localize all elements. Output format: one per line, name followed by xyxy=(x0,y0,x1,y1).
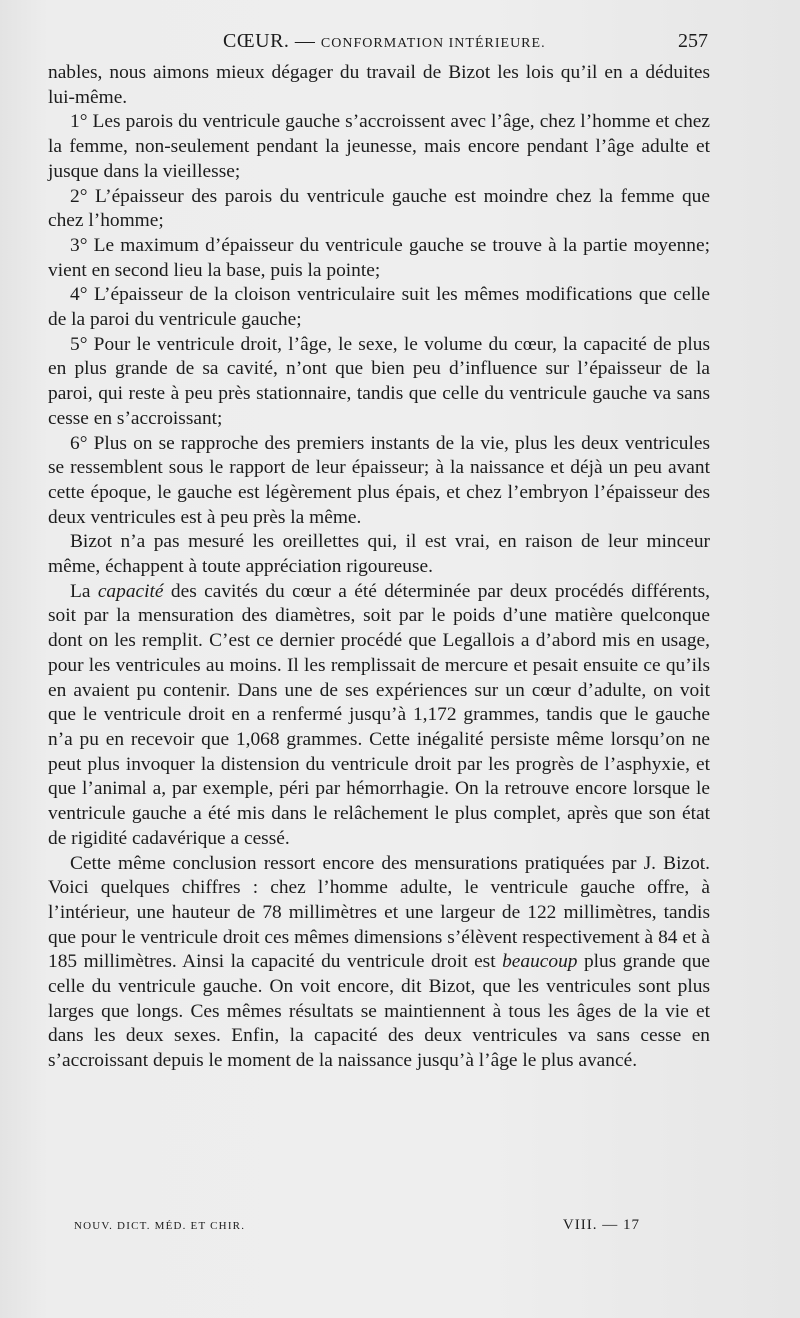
page-number: 257 xyxy=(678,30,708,52)
paragraph-mensurations-start: Cette même conclusion ressort encore des mensurations pratiquées par J. Bizot. Voici quelques chiffres : chez l’homme adulte, le ventricule gauche offre, à l’intérieur, une hauteur de 78 millimètres et une largeur de 122 millimètres, tandis que pour le ventricule droit ces mêmes dimensions s’élèvent respectivement à 84 et à 185 millimètres. Ainsi la capacité du ventricule droit est xyxy=(48,852,710,973)
paragraph-mensurations xyxy=(48,852,710,1074)
paragraph-mensurations-rest: plus grande que celle du ventricule gauche. On voit encore, dit Bizot, que les ventricules sont plus larges que longs. Ces mêmes résultats se maintiennent à tous les âges de la vie et dans les deux sexes. Enfin, la capacité des deux ventricules va sans cesse en s’accroissant depuis le moment de la naissance jusqu’à l’âge le plus avancé. xyxy=(48,951,710,1072)
running-title-sub: CONFORMATION INTÉRIEURE. xyxy=(320,36,546,51)
running-title-main: CŒUR. xyxy=(223,30,290,52)
paragraph-continuation: nables, nous aimons mieux dégager du travail de Bizot les lois qu’il en a déduites lui-même. xyxy=(48,62,710,108)
emphasis-beaucoup: beaucoup xyxy=(502,951,578,973)
emphasis-capacite: capacité xyxy=(97,580,164,602)
page-footer xyxy=(74,1217,640,1237)
paragraph-law-6: 6° Plus on se rapproche des premiers instants de la vie, plus les deux ventricules se ressemblent sous le rapport de leur épaisseur; à la naissance et déjà un peu avant cette époque, le gauche est légèrement plus épais, et chez l’embryon l’épaisseur des deux ventricules est à peu près la même. xyxy=(48,432,710,528)
footer-publication: NOUV. DICT. MÉD. ET CHIR. xyxy=(74,1220,246,1232)
body-text xyxy=(48,61,710,1074)
paragraph-capacite-start: La xyxy=(70,580,98,602)
paragraph-capacite-rest: des cavités du cœur a été déterminée par deux procédés différents, soit par la mensuration des diamètres, soit par le poids d’une matière quelconque dont on les remplit. C’est ce dernier procédé que Legallois a d’abord mis en usage, pour les ventricules au moins. Il les remplissait de mercure et pesait ensuite ce qu’ils en avaient pu contenir. Dans une de ses expériences sur un cœur d’adulte, on voit que le ventricule droit en a renfermé jusqu’à 1,172 grammes, tandis que le gauche n’a pu en recevoir que 1,068 grammes. Cette inégalité persiste même lorsqu’on ne peut plus invoquer la distension du ventricule droit par les progrès de l’asphyxie, et que l’animal a, par exemple, péri par hémorrhagie. On la retrouve encore lorsque le ventricule gauche a été mis dans le relâchement le plus complet, après que son état de rigidité cadavérique a cessé. xyxy=(48,580,710,849)
paragraph-law-2: 2° L’épaisseur des parois du ventricule gauche est moindre chez la femme que chez l’homme; xyxy=(48,185,710,232)
running-title xyxy=(223,30,546,53)
paragraph-capacite xyxy=(48,580,710,852)
running-title-separator: — xyxy=(289,30,321,52)
paragraph-law-1: 1° Les parois du ventricule gauche s’accroissent avec l’âge, chez l’homme et chez la femme, non-seulement pendant la jeunesse, mais encore pendant l’âge adulte et jusque dans la vieillesse; xyxy=(48,111,710,182)
paragraph-law-3: 3° Le maximum d’épaisseur du ventricule gauche se trouve à la partie moyenne; vient en second lieu la base, puis la pointe; xyxy=(48,234,710,281)
paragraph-oreillettes: Bizot n’a pas mesuré les oreillettes qui, il est vrai, en raison de leur minceur même, échappent à toute appréciation rigoureuse. xyxy=(48,531,710,578)
paragraph-law-5: 5° Pour le ventricule droit, l’âge, le sexe, le volume du cœur, la capacité de plus en plus grande de sa cavité, n’ont que bien peu d’influence sur l’épaisseur de la paroi, qui reste à peu près stationnaire, tandis que celle du ventricule gauche va sans cesse en s’accroissant; xyxy=(48,333,710,429)
footer-signature: VIII. — 17 xyxy=(562,1217,640,1233)
paragraph-law-4: 4° L’épaisseur de la cloison ventriculaire suit les mêmes modifications que celle de la paroi du ventricule gauche; xyxy=(48,284,710,331)
running-header xyxy=(48,30,708,56)
